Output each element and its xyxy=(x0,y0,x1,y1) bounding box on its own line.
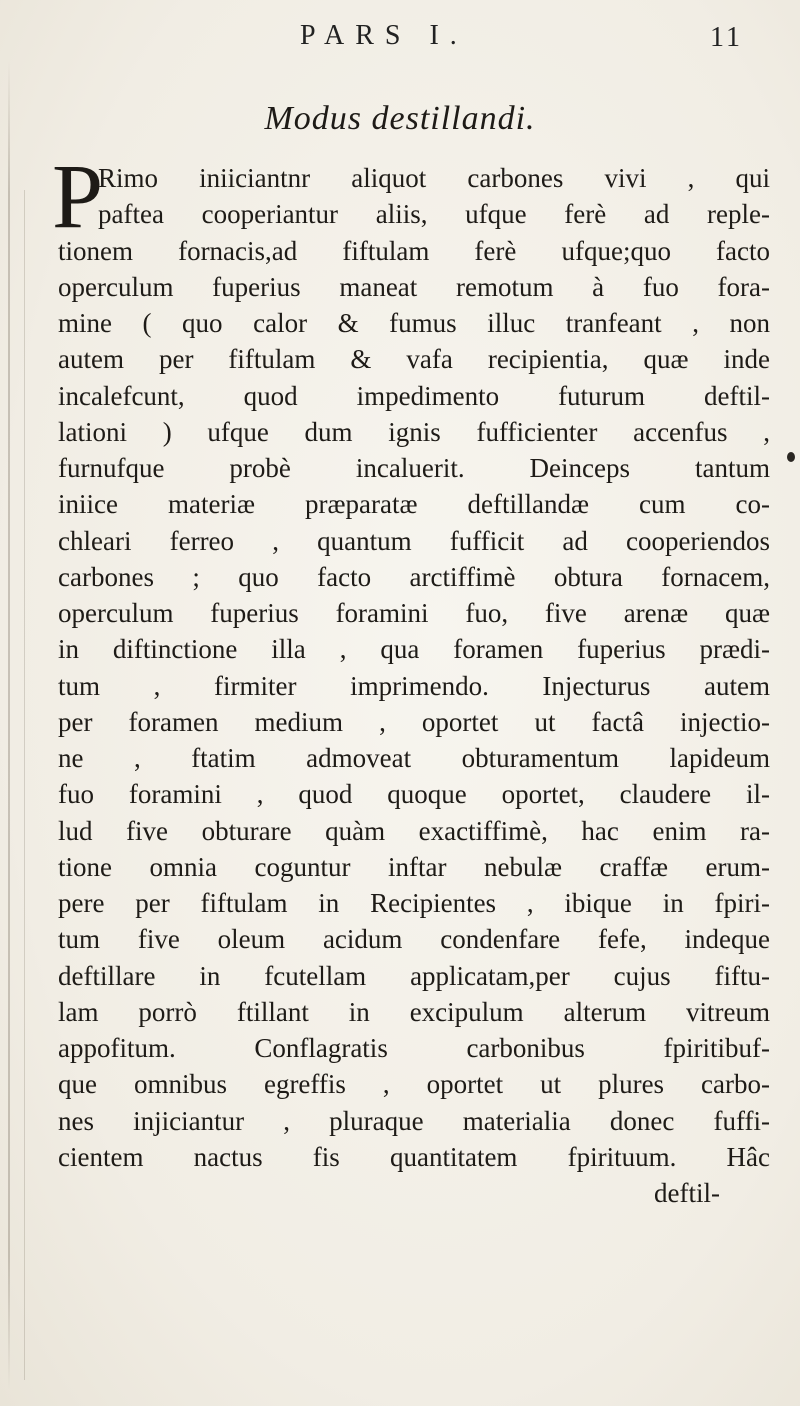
running-head: PARS I. xyxy=(300,20,468,51)
text-line: per foramen medium , oportet ut factâ injectio- xyxy=(58,706,770,737)
text-line: operculum fuperius maneat remotum à fuo fora- xyxy=(58,271,770,302)
text-line: deftil- xyxy=(654,1178,720,1208)
text-line: iniice materiæ præparatæ deftillandæ cum co- xyxy=(58,489,770,520)
text-line: incalefcunt, quod impedimento futurum deftil- xyxy=(58,380,770,411)
section-title: Modus destillandi. xyxy=(264,100,536,137)
text-line: que omnibus egreffis , oportet ut plures carbo- xyxy=(58,1069,770,1100)
text-line: paftea cooperiantur aliis, ufque ferè ad reple- xyxy=(98,199,770,230)
body-text xyxy=(58,160,770,1211)
text-line: deftillare in fcutellam applicatam,per cujus fiftu- xyxy=(58,960,770,991)
text-line: lud five obturare quàm exactiffimè, hac enim ra- xyxy=(58,815,770,846)
text-line: Rimo iniiciantnr aliquot carbones vivi , qui xyxy=(98,163,770,193)
text-line: tionem fornacis,ad fiftulam ferè ufque;quo facto xyxy=(58,235,770,266)
text-line: in diftinctione illa , qua foramen fuperius prædi- xyxy=(58,634,770,665)
margin-mark xyxy=(787,452,795,462)
text-line: ne , ftatim admoveat obturamentum lapideum xyxy=(58,743,770,773)
drop-cap: P xyxy=(52,145,104,247)
text-line: pere per fiftulam in Recipientes , ibique in fpiri- xyxy=(58,888,770,918)
text-line: lationi ) ufque dum ignis fufficienter accenfus , xyxy=(58,416,770,447)
text-line: tum five oleum acidum condenfare fefe, indeque xyxy=(58,924,770,955)
gutter-edge xyxy=(24,190,25,1380)
text-line: lam porrò ftillant in excipulum alterum vitreum xyxy=(58,996,770,1027)
text-line: nes injiciantur , pluraque materialia donec fuffi- xyxy=(58,1105,770,1136)
text-line: appofitum. Conflagratis carbonibus fpiritibuf- xyxy=(58,1033,770,1063)
gutter-shadow xyxy=(8,60,10,1390)
text-line: carbones ; quo facto arctiffimè obtura fornacem, xyxy=(58,561,770,592)
text-line: fuo foramini , quod quoque oportet, claudere il- xyxy=(58,779,770,810)
text-line: tum , firmiter imprimendo. Injecturus autem xyxy=(58,670,770,701)
text-line: autem per fiftulam & vafa recipientia, quæ inde xyxy=(58,344,770,375)
text-line: furnufque probè incaluerit. Deinceps tantum xyxy=(58,453,770,483)
text-line: cientem nactus fis quantitatem fpirituum. Hâc xyxy=(58,1141,770,1172)
text-line: mine ( quo calor & fumus illuc tranfeant , non xyxy=(58,308,770,338)
text-line: operculum fuperius foramini fuo, five arenæ quæ xyxy=(58,598,770,628)
text-line: chleari ferreo , quantum fufficit ad cooperiendos xyxy=(58,525,770,556)
page-number: 11 xyxy=(710,22,743,53)
text-line: tione omnia coguntur inftar nebulæ craffæ erum- xyxy=(58,851,770,882)
